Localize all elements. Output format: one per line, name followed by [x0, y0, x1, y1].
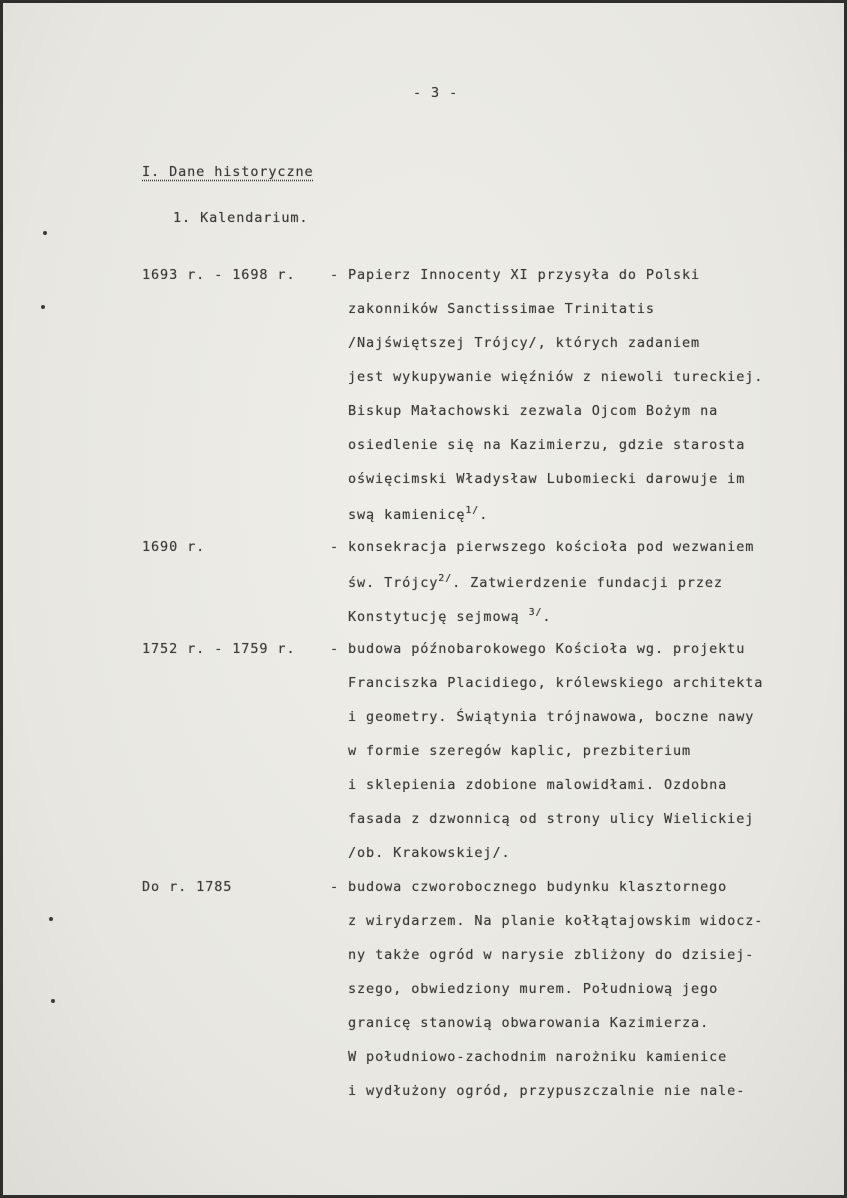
entry-line: granicę stanowią obwarowania Kazimierza.	[348, 1015, 710, 1031]
entry-line: fasada z dzwonnicą od strony ulicy Wielickiej	[348, 811, 755, 827]
punctuation: .	[542, 609, 552, 625]
entry-line: ny także ogród w narysie zbliżony do dzisiej-	[348, 947, 755, 963]
page-number: - 3 -	[413, 85, 459, 101]
entry-line: jest wykupywanie więźniów z niewoli tureckiej.	[348, 369, 764, 385]
entry-line: Papierz Innocenty XI przysyła do Polski	[348, 267, 701, 283]
entry-line: budowa czworobocznego budynku klasztornego	[348, 879, 728, 895]
section-title: I. Dane historyczne	[142, 164, 314, 180]
entry-line: /Najświętszej Trójcy/, których zadaniem	[348, 335, 701, 351]
punctuation: .	[479, 507, 489, 523]
entry-line-text: Konstytucję sejmową	[348, 609, 529, 625]
entry-line	[348, 505, 488, 523]
entry-dash: -	[330, 267, 340, 283]
entry-line: z wirydarzem. Na planie kołłątajowskim widocz-	[348, 913, 764, 929]
entry-line: zakonników Sanctissimae Trinitatis	[348, 301, 655, 317]
entry-line: i sklepienia zdobione malowidłami. Ozdobna	[348, 777, 728, 793]
entry-line: i wydłużony ogród, przypuszczalnie nie nale-	[348, 1083, 746, 1099]
entry-line: Franciszka Placidiego, królewskiego architekta	[348, 675, 764, 691]
entry-line-text: swą kamienicę	[348, 507, 466, 523]
entry-dash: -	[330, 879, 340, 895]
entry-line: osiedlenie się na Kazimierzu, gdzie starosta	[348, 437, 746, 453]
entry-line: W południowo-zachodnim narożniku kamienice	[348, 1049, 728, 1065]
entry-line: oświęcimski Władysław Lubomiecki darowuje im	[348, 471, 746, 487]
entry-line: i geometry. Świątynia trójnawowa, boczne nawy	[348, 709, 755, 725]
footnote-ref: 2/	[438, 573, 453, 584]
entry-line: konsekracja pierwszego kościoła pod wezwaniem	[348, 539, 755, 555]
entry-date: 1693 r. - 1698 r.	[142, 267, 296, 283]
entry-line: /ob. Krakowskiej/.	[348, 845, 511, 861]
binder-mark	[51, 999, 55, 1003]
footnote-ref: 3/	[528, 607, 543, 618]
binder-mark	[43, 231, 47, 235]
footnote-ref: 1/	[465, 505, 480, 516]
entry-line	[348, 607, 551, 625]
entry-line-text: św. Trójcy	[348, 575, 439, 591]
entry-line: budowa późnobarokowego Kościoła wg. projektu	[348, 641, 746, 657]
entry-dash: -	[330, 539, 340, 555]
binder-mark	[49, 917, 53, 921]
binder-mark	[41, 305, 45, 309]
entry-date: 1690 r.	[142, 539, 206, 555]
entry-line-text: . Zatwierdzenie fundacji przez	[452, 575, 723, 591]
entry-line: w formie szeregów kaplic, prezbiterium	[348, 743, 692, 759]
entry-line: szego, obwiedziony murem. Południową jego	[348, 981, 719, 997]
entry-dash: -	[330, 641, 340, 657]
entry-date: Do r. 1785	[142, 879, 233, 895]
entry-date: 1752 r. - 1759 r.	[142, 641, 296, 657]
subsection-title: 1. Kalendarium.	[173, 210, 309, 226]
entry-line	[348, 573, 723, 591]
entry-line: Biskup Małachowski zezwala Ojcom Bożym na	[348, 403, 719, 419]
